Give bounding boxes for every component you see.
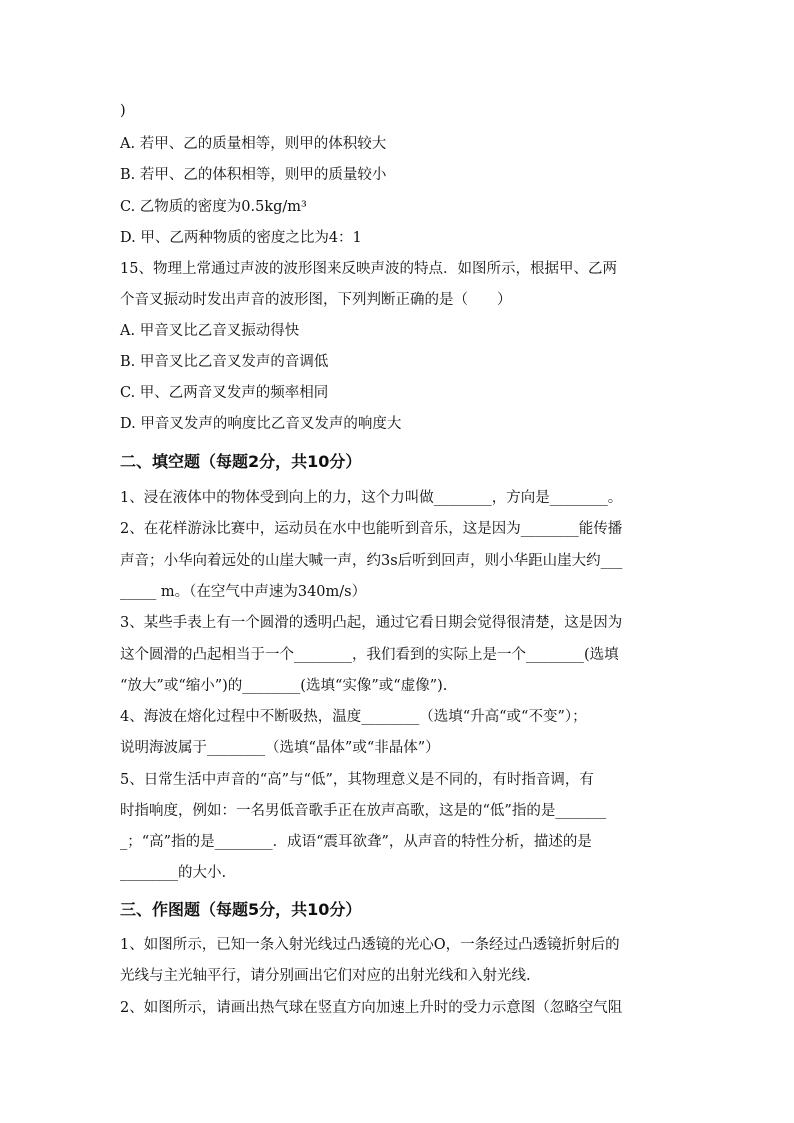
fill-question-5-line-3: _；“高”指的是________．成语“震耳欲聋”，从声音的特性分析，描述的是 [120, 834, 592, 850]
question-15-stem-line-2: 个音叉振动时发出声音的波形图，下列判断正确的是（ ） [120, 292, 512, 308]
fill-question-5-line-4: ________的大小. [120, 865, 227, 881]
option-c: C. 乙物质的密度为0.5kg/m³ [120, 199, 307, 215]
option-d: D. 甲音叉发声的响度比乙音叉发声的响度大 [120, 416, 402, 432]
fill-question-4-line-2: 说明海波属于________（选填“晶体”或“非晶体”） [120, 740, 440, 756]
fill-question-2-line-3: _____ m。（在空气中声速为340m/s） [120, 584, 367, 600]
fill-question-3-line-3: “放大”或“缩小”)的________(选填“实像”或“虚像”). [120, 678, 448, 694]
question-15-stem-line-1: 15、物理上常通过声波的波形图来反映声波的特点．如图所示，根据甲、乙两 [120, 261, 617, 277]
drawing-question-1-line-2: 光线与主光轴平行，请分别画出它们对应的出射光线和入射光线. [120, 968, 531, 984]
fill-question-5-line-2: 时指响度，例如：一名男低音歌手正在放声高歌，这是的“低”指的是_______ [120, 803, 607, 819]
fill-question-1: 1、浸在液体中的物体受到向上的力，这个力叫做________，方向是________。 [120, 490, 623, 506]
fill-question-3-line-2: 这个圆滑的凸起相当于一个________，我们看到的实际上是一个________(选填 [120, 647, 619, 663]
section-drawing-heading: 三、作图题（每题5分，共10分） [120, 900, 362, 919]
option-d: D. 甲、乙两种物质的密度之比为4：1 [120, 230, 362, 246]
option-a: A. 若甲、乙的质量相等，则甲的体积较大 [120, 136, 387, 152]
fill-question-4-line-1: 4、海波在熔化过程中不断吸热，温度________（选填“升高“或“不变”）； [120, 709, 587, 725]
fill-question-3-line-1: 3、某些手表上有一个圆滑的透明凸起，通过它看日期会觉得很清楚，这是因为 [120, 615, 623, 631]
fill-question-5-line-1: 5、日常生活中声音的“高”与“低”，其物理意义是不同的，有时指音调，有 [120, 772, 594, 788]
fill-question-2-line-1: 2、在花样游泳比赛中，运动员在水中也能听到音乐，这是因为________能传播 [120, 521, 623, 537]
option-b: B. 若甲、乙的体积相等，则甲的质量较小 [120, 167, 387, 183]
section-fill-in-heading: 二、填空题（每题2分，共10分） [120, 452, 362, 471]
drawing-question-2-line-1: 2、如图所示，请画出热气球在竖直方向加速上升时的受力示意图（忽略空气阻 [120, 1000, 623, 1016]
question-14-bracket-close: ) [120, 103, 126, 119]
drawing-question-1-line-1: 1、如图所示，已知一条入射光线过凸透镜的光心O，一条经过凸透镜折射后的 [120, 937, 620, 953]
option-c: C. 甲、乙两音叉发声的频率相同 [120, 385, 329, 401]
option-a: A. 甲音叉比乙音叉振动得快 [120, 323, 300, 339]
fill-question-2-line-2: 声音；小华向着远处的山崖大喊一声，约3s后听到回声，则小华距山崖大约___ [120, 553, 623, 569]
option-b: B. 甲音叉比乙音叉发声的音调低 [120, 354, 329, 370]
